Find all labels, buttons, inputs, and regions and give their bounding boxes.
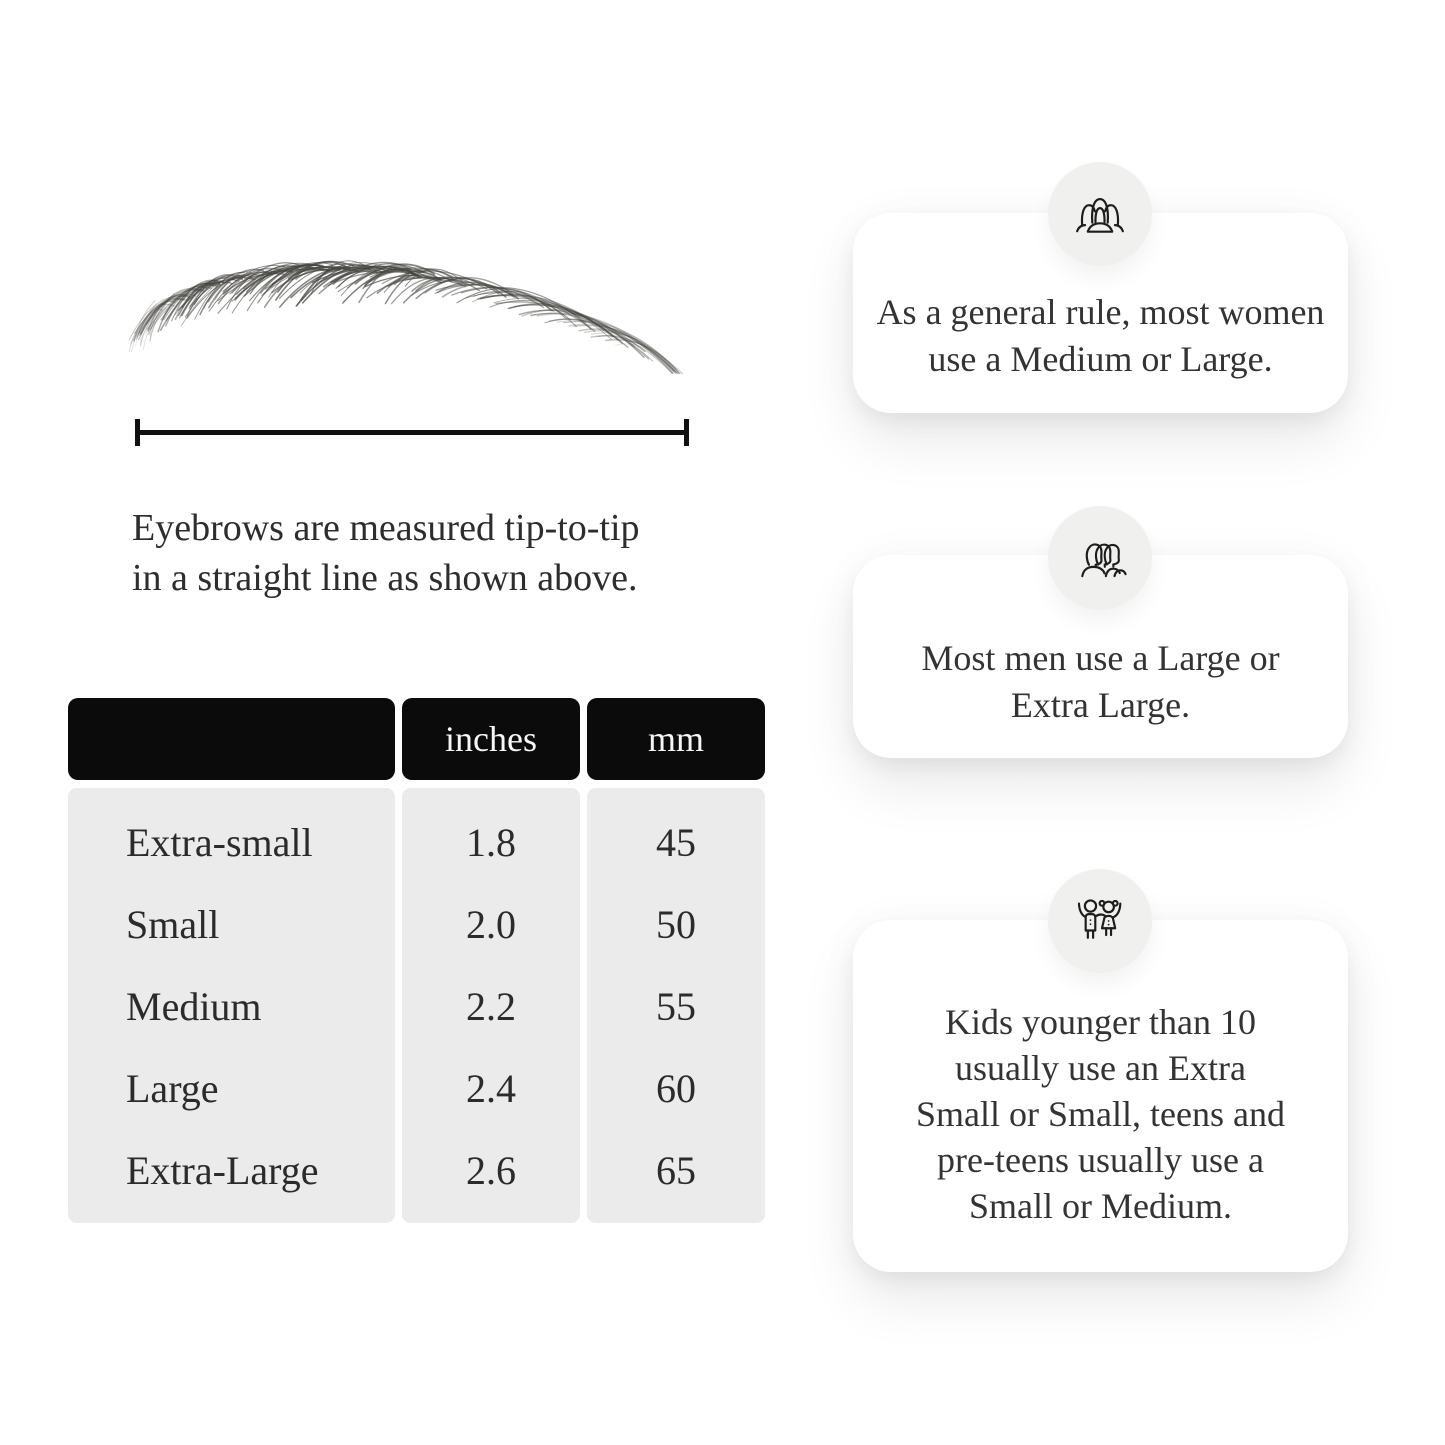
card-text-line: Most men use a Large or xyxy=(921,638,1280,678)
table-header-inches-label: inches xyxy=(445,719,537,759)
size-label: Extra-Large xyxy=(126,1147,319,1193)
women-group-icon xyxy=(1071,185,1129,243)
size-label: Medium xyxy=(126,983,262,1029)
size-inches-value: 2.2 xyxy=(466,983,516,1029)
info-card-kids-text xyxy=(853,999,1348,1229)
table-row xyxy=(68,801,765,883)
table-row xyxy=(68,1047,765,1129)
card-text-line: Kids younger than 10 xyxy=(945,1002,1256,1042)
card-text-line: Small or Small, teens and xyxy=(916,1094,1285,1134)
measurement-line xyxy=(138,430,686,435)
card-text-line: usually use an Extra xyxy=(955,1048,1246,1088)
eyebrow-illustration xyxy=(112,228,712,403)
measurement-line-left-tick xyxy=(135,419,140,446)
info-card-men-text xyxy=(853,635,1348,729)
card-text-line: Small or Medium. xyxy=(969,1186,1232,1226)
table-header-blank xyxy=(68,698,395,780)
kids-icon-badge xyxy=(1048,869,1152,973)
size-label: Extra-small xyxy=(126,819,313,865)
men-icon-badge xyxy=(1048,506,1152,610)
size-inches-value: 1.8 xyxy=(466,819,516,865)
table-header-mm-label: mm xyxy=(647,719,704,759)
measurement-line-right-tick xyxy=(684,419,689,446)
table-header-inches xyxy=(402,698,580,780)
kids-icon xyxy=(1071,892,1129,950)
size-label: Small xyxy=(126,901,220,947)
size-mm-value: 60 xyxy=(656,1065,696,1111)
size-mm-value: 65 xyxy=(656,1147,696,1193)
size-mm-value: 55 xyxy=(656,983,696,1029)
size-mm-value: 45 xyxy=(656,819,696,865)
size-label: Large xyxy=(126,1065,219,1111)
table-header-mm xyxy=(587,698,765,780)
card-text-line: As a general rule, most women xyxy=(876,292,1325,332)
caption-line-1: Eyebrows are measured tip-to-tip xyxy=(132,507,640,549)
women-icon-badge xyxy=(1048,162,1152,266)
size-inches-value: 2.4 xyxy=(466,1065,516,1111)
size-inches-value: 2.6 xyxy=(466,1147,516,1193)
measurement-caption xyxy=(132,503,640,603)
size-inches-value: 2.0 xyxy=(466,901,516,947)
size-mm-value: 50 xyxy=(656,901,696,947)
info-card-women-text xyxy=(853,289,1348,383)
card-text-line: use a Medium or Large. xyxy=(928,339,1273,379)
caption-line-2: in a straight line as shown above. xyxy=(132,557,638,599)
table-row xyxy=(68,883,765,965)
card-text-line: Extra Large. xyxy=(1010,685,1191,725)
card-text-line: pre-teens usually use a xyxy=(937,1140,1264,1180)
men-group-icon xyxy=(1071,529,1129,587)
table-row xyxy=(68,965,765,1047)
size-table-rows xyxy=(68,788,765,1223)
table-row xyxy=(68,1129,765,1211)
